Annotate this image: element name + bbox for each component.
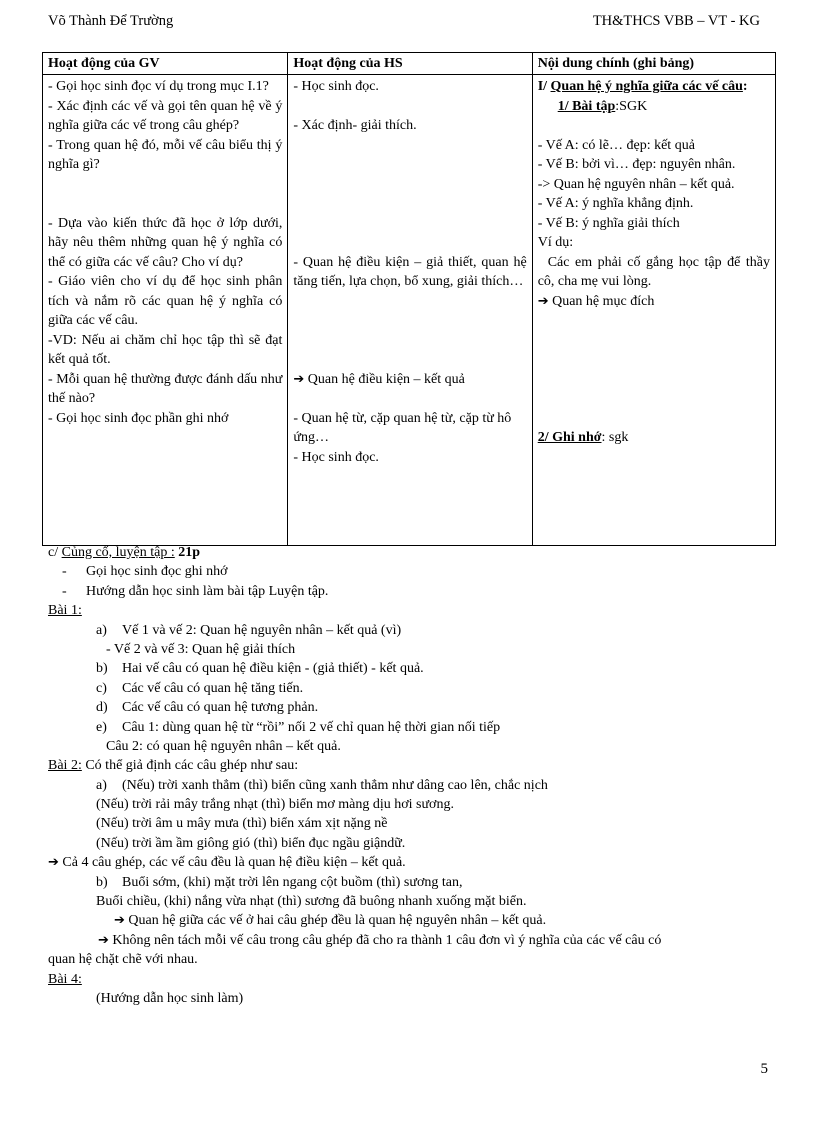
content-item: - Vế A: ý nghĩa khẳng định.: [537, 196, 694, 211]
enum-label: a): [96, 777, 107, 793]
item-text: Câu 1: dùng quan hệ từ “rồi” nối 2 vế chỉ quan hệ thời gian nối tiếp: [122, 719, 501, 735]
arrow-right-icon: ➔: [48, 855, 59, 871]
exercise-2-item: (Nếu) trời rải mây trắng nhạt (thì) biển mơ màng dịu hơi sương.: [96, 797, 454, 813]
teacher-item: - Trong quan hệ đó, mỗi vế câu biểu thị ý nghĩa gì?: [48, 137, 283, 172]
exercise-2-conclusion: [48, 911, 778, 930]
exercise-2-label: Bài 2:: [48, 758, 82, 774]
exercise-2-conclusion: [48, 853, 778, 872]
exercise-line: [538, 97, 770, 117]
student-item: - Quan hệ từ, cặp quan hệ từ, cặp từ hô ứng…: [293, 410, 512, 445]
author-name: Võ Thành Để Trường: [48, 13, 174, 29]
list-item-text: Hướng dẫn học sinh làm bài tập Luyện tập.: [86, 583, 329, 599]
student-item: - Xác định- giải thích.: [293, 118, 417, 133]
exercise-2-heading: [48, 756, 778, 775]
item-text: Các vế câu có quan hệ tương phản.: [122, 700, 319, 716]
teacher-activities: [43, 75, 288, 546]
exercise-1-item: [48, 659, 778, 678]
practice-label: Củng cố, luyện tập :: [61, 545, 175, 560]
main-content: [532, 75, 775, 546]
exercise-2-item: [48, 873, 778, 892]
enum-label: d): [96, 700, 108, 716]
content-item: [538, 292, 770, 312]
arrow-right-icon: ➔: [98, 932, 109, 948]
item-text: Các vế câu có quan hệ tăng tiến.: [122, 680, 304, 696]
enum-label: b): [96, 874, 108, 890]
item-text: (Nếu) trời xanh thẳm (thì) biển cũng xanh thẳm như dâng cao lên, chắc nịch: [122, 777, 548, 793]
list-item: [48, 582, 778, 601]
enum-label: b): [96, 661, 108, 677]
student-item: - Quan hệ điều kiện – giả thiết, quan hệ tăng tiến, lựa chọn, bổ xung, giải thích…: [293, 254, 527, 289]
teacher-item: -VD: Nếu ai chăm chỉ học tập thì sẽ đạt kết quả tốt.: [48, 332, 283, 367]
student-item: - Học sinh đọc.: [293, 449, 379, 465]
student-item: [293, 370, 526, 390]
item-text: Buổi sớm, (khi) mặt trời lên ngang cột buồm (thì) sương tan,: [122, 874, 463, 890]
teacher-spacer: [48, 175, 282, 195]
practice-time: 21p: [178, 545, 201, 560]
teacher-item: - Giáo viên cho ví dụ để học sinh phân tích và nắm rõ các quan hệ ý nghĩa có giữa các vế câu.: [48, 274, 283, 328]
exercise-2-conclusion-cont: quan hệ chặt chẽ với nhau.: [48, 952, 198, 968]
header-student: Hoạt động của HS: [288, 53, 532, 75]
exercise-2-item: (Nếu) trời âm u mây mưa (thì) biển xám xịt nặng nề: [96, 816, 388, 832]
practice-prefix: c/: [48, 545, 59, 560]
exercise-value: :SGK: [615, 98, 648, 114]
conclusion-text: Quan hệ giữa các vế ở hai câu ghép đều là quan hệ nguyên nhân – kết quả.: [128, 913, 547, 929]
practice-heading: [48, 543, 778, 562]
list-item-text: Gọi học sinh đọc ghi nhớ: [86, 564, 228, 580]
enum-label: e): [96, 719, 107, 735]
header-teacher: Hoạt động của GV: [43, 53, 288, 75]
section-title: I/ Quan hệ ý nghĩa giữa các vế câu:: [537, 79, 748, 94]
teacher-item: - Mỗi quan hệ thường được đánh dấu như thế nào?: [48, 371, 283, 406]
content-item: - Vế B: bởi vì… đẹp: nguyên nhân.: [537, 157, 736, 172]
student-item-text: Quan hệ điều kiện – kết quả: [307, 371, 465, 387]
bullet-dash: -: [62, 564, 67, 580]
teacher-item: - Dựa vào kiến thức đã học ở lớp dưới, hãy nêu thêm những quan hệ ý nghĩa có thể có giữa các vế câu? Cho ví dụ?: [48, 215, 283, 270]
exercise-1-item: [48, 621, 778, 640]
student-activities: [288, 75, 532, 546]
exercise-1-item: [48, 698, 778, 717]
practice-section: [48, 543, 778, 1008]
item-text: Hai vế câu có quan hệ điều kiện - (giả thiết) - kết quả.: [122, 661, 424, 677]
item-text: Vế 1 và vế 2: Quan hệ nguyên nhân – kết quả (vì): [122, 622, 402, 638]
header-content: Nội dung chính (ghi bảng): [532, 53, 775, 75]
content-item: Các em phải cố gắng học tập để thầy cô, cha mẹ vui lòng.: [537, 254, 770, 289]
exercise-1-item: [48, 679, 778, 698]
exercise-1-item: - Vế 2 và vế 3: Quan hệ giải thích: [106, 641, 296, 657]
arrow-right-icon: ➔: [114, 913, 125, 929]
teacher-item: - Xác định các vế và gọi tên quan hệ về ý nghĩa giữa các vế trong câu ghép?: [48, 98, 283, 133]
list-item: [48, 562, 778, 581]
page-number: 5: [760, 1061, 768, 1077]
arrow-right-icon: ➔: [293, 371, 305, 387]
bullet-dash: -: [62, 583, 67, 599]
content-item: Ví dụ:: [537, 235, 574, 250]
table-header-row: [43, 53, 776, 75]
table-row: [43, 75, 776, 546]
exercise-2-intro: Có thể giả định các câu ghép như sau:: [85, 758, 299, 774]
student-item: - Học sinh đọc.: [293, 79, 379, 94]
memo-value: : sgk: [601, 430, 629, 445]
exercise-1-item: Câu 2: có quan hệ nguyên nhân – kết quả.: [106, 738, 341, 754]
exercise-2-item: Buổi chiều, (khi) nắng vừa nhạt (thì) sương đã buông nhanh xuống mặt biển.: [96, 894, 527, 910]
purpose-text: Quan hệ mục đích: [552, 293, 655, 309]
exercise-4-label: Bài 4:: [48, 971, 82, 987]
exercise-2-item: (Nếu) trời ầm ầm giông gió (thì) biển đục ngầu giậndữ.: [96, 835, 406, 851]
exercise-4-text: (Hướng dẫn học sinh làm): [96, 990, 244, 1006]
conclusion-text: Không nên tách mỗi vế câu trong câu ghép đã cho ra thành 1 câu đơn vì ý nghĩa của các vế câu có: [112, 932, 662, 948]
section-title-text: Quan hệ ý nghĩa giữa các vế câu: [550, 79, 743, 94]
conclusion-text: Cả 4 câu ghép, các vế câu đều là quan hệ điều kiện – kết quả.: [62, 855, 406, 871]
teacher-item: - Gọi học sinh đọc ví dụ trong mục I.1?: [48, 79, 269, 94]
enum-label: a): [96, 622, 107, 638]
enum-label: c): [96, 680, 107, 696]
exercise-2-item: [48, 776, 778, 795]
content-item: -> Quan hệ nguyên nhân – kết quả.: [537, 176, 735, 192]
content-item: - Vế A: có lẽ… đẹp: kết quả: [537, 137, 695, 153]
exercise-2-conclusion: [48, 931, 778, 950]
content-item: - Vế B: ý nghĩa giải thích: [537, 215, 680, 231]
exercise-1-item: [48, 718, 778, 737]
teacher-spacer: [48, 194, 282, 214]
memo-line: [538, 428, 770, 448]
exercise-label: 1/ Bài tập: [557, 98, 616, 114]
section-number: I/: [537, 79, 548, 94]
memo-label: 2/ Ghi nhớ: [537, 430, 602, 445]
arrow-right-icon: ➔: [537, 293, 549, 309]
exercise-1-label: Bài 1:: [48, 603, 82, 619]
page-header: [48, 12, 764, 34]
lesson-table: [42, 52, 776, 546]
teacher-item: - Gọi học sinh đọc phần ghi nhớ: [48, 410, 229, 426]
school-name: TH&THCS VBB – VT - KG: [592, 13, 760, 29]
